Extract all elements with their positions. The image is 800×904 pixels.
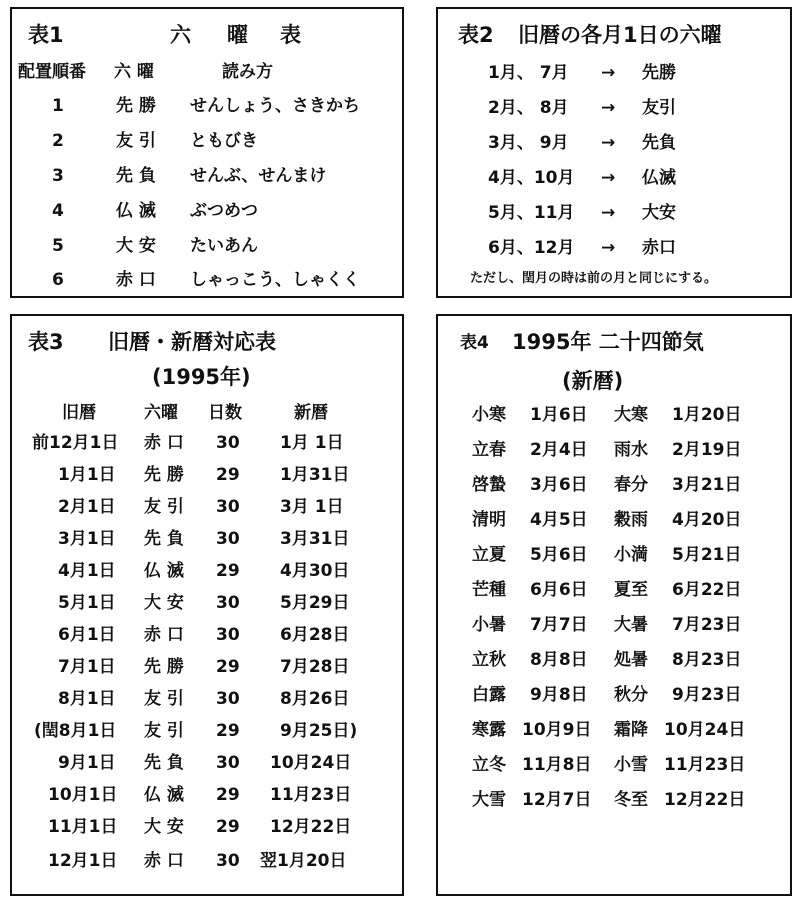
table2-row-name: 友引	[642, 98, 676, 118]
table1-title-char: 曜	[227, 23, 248, 47]
table3-row-new: 8月26日	[280, 689, 350, 709]
table4-term: 立夏	[472, 545, 506, 565]
table3-row-old: 8月1日	[58, 689, 116, 709]
arrow-icon: →	[601, 168, 616, 188]
table3-row-days: 29	[216, 561, 240, 581]
table3-row-new: 10月24日	[270, 753, 352, 773]
table4-term: 秋分	[614, 685, 648, 705]
table3-row-rokuyo: 仏 滅	[144, 785, 184, 805]
table3-row-new: 1月 1日	[280, 433, 344, 453]
table2-row-months: 4月、10月	[488, 168, 575, 188]
table4-term: 啓蟄	[472, 475, 506, 495]
table4-date: 8月23日	[672, 650, 742, 670]
table2-row-name: 先勝	[642, 63, 676, 83]
table4-date: 10月9日	[522, 720, 592, 740]
table3-header-old: 旧暦	[62, 403, 96, 423]
table3-row-rokuyo: 先 勝	[144, 657, 184, 677]
table1-row-num: 1	[52, 96, 64, 116]
arrow-icon: →	[601, 63, 616, 83]
table4-title: 1995年 二十四節気	[512, 330, 704, 354]
table3-row-days: 30	[216, 851, 240, 871]
table3-row-new: 4月30日	[280, 561, 350, 581]
table3-title: 旧暦・新暦対応表	[108, 330, 276, 354]
table3-row-days: 30	[216, 593, 240, 613]
table4-label: 表4	[460, 333, 489, 353]
table3-row-days: 30	[216, 689, 240, 709]
table4-term: 芒種	[472, 580, 506, 600]
table3-row-old: 10月1日	[48, 785, 118, 805]
table4-date: 2月19日	[672, 440, 742, 460]
table3-row-days: 29	[216, 817, 240, 837]
table3-row-days: 30	[216, 433, 240, 453]
table4-date: 8月8日	[530, 650, 588, 670]
table4-term: 夏至	[614, 580, 648, 600]
table3-row-new: 12月22日	[270, 817, 352, 837]
table4-date: 4月20日	[672, 510, 742, 530]
table4-term: 寒露	[472, 720, 506, 740]
table4-date: 7月7日	[530, 615, 588, 635]
table2-row-name: 赤口	[642, 238, 676, 258]
table4-term: 大暑	[614, 615, 648, 635]
table4-box	[436, 314, 792, 896]
table3-row-new: 9月25日)	[280, 721, 358, 741]
table3-row-new: 5月29日	[280, 593, 350, 613]
table4-term: 大雪	[472, 790, 506, 810]
table3-row-new: 3月 1日	[280, 497, 344, 517]
table1-title-char: 六	[170, 23, 191, 47]
table1-row-num: 2	[52, 131, 64, 151]
table4-term: 小満	[614, 545, 648, 565]
table2-note: ただし、閏月の時は前の月と同じにする。	[470, 271, 718, 286]
table3-row-new: 翌1月20日	[260, 851, 347, 871]
table4-date: 6月6日	[530, 580, 588, 600]
table3-row-new: 11月23日	[270, 785, 352, 805]
table4-term: 白露	[472, 685, 506, 705]
table4-date: 5月21日	[672, 545, 742, 565]
table4-term: 春分	[614, 475, 648, 495]
table1-header-rokuyo: 六 曜	[114, 62, 154, 82]
table3-row-rokuyo: 赤 口	[144, 433, 184, 453]
table1-row-num: 5	[52, 236, 64, 256]
table4-date: 3月6日	[530, 475, 588, 495]
table1-label: 表1	[28, 23, 64, 47]
table4-term: 雨水	[614, 440, 648, 460]
table4-term: 霜降	[614, 720, 648, 740]
table1-row-reading: ともびき	[190, 131, 258, 151]
table3-row-new: 6月28日	[280, 625, 350, 645]
table4-date: 4月5日	[530, 510, 588, 530]
table3-row-rokuyo: 友 引	[144, 497, 184, 517]
table4-date: 2月4日	[530, 440, 588, 460]
table3-row-days: 30	[216, 625, 240, 645]
table1-header-order: 配置順番	[18, 62, 86, 82]
table4-term: 小暑	[472, 615, 506, 635]
table3-row-days: 29	[216, 721, 240, 741]
arrow-icon: →	[601, 203, 616, 223]
table3-row-old: 12月1日	[48, 851, 118, 871]
table3-box	[10, 314, 404, 896]
table2-row-name: 仏滅	[642, 168, 676, 188]
table2-label: 表2	[458, 23, 494, 47]
table4-date: 1月20日	[672, 405, 742, 425]
table3-row-days: 30	[216, 753, 240, 773]
table1-row-reading: ぶつめつ	[190, 201, 258, 221]
arrow-icon: →	[601, 238, 616, 258]
table1-title-char: 表	[280, 23, 301, 47]
table4-term: 立冬	[472, 755, 506, 775]
table1-row-reading: せんぶ、せんまけ	[190, 166, 327, 186]
table2-box	[436, 7, 792, 298]
table3-row-old: 7月1日	[58, 657, 116, 677]
table4-term: 冬至	[614, 790, 648, 810]
table3-row-rokuyo: 大 安	[144, 593, 184, 613]
table4-term: 大寒	[614, 405, 648, 425]
table1-row-name: 友 引	[116, 131, 156, 151]
table3-row-old: 3月1日	[58, 529, 116, 549]
table4-date: 3月21日	[672, 475, 742, 495]
table1-row-reading: せんしょう、さきかち	[190, 96, 360, 116]
table4-term: 清明	[472, 510, 506, 530]
table3-row-rokuyo: 大 安	[144, 817, 184, 837]
table3-row-new: 1月31日	[280, 465, 350, 485]
table2-row-months: 6月、12月	[488, 238, 575, 258]
table4-subtitle: (新暦)	[562, 369, 624, 393]
table1-row-reading: しゃっこう、しゃくく	[190, 270, 360, 290]
table3-header-days: 日数	[208, 403, 242, 423]
table1-box	[10, 7, 404, 298]
table1-row-name: 仏 滅	[116, 201, 156, 221]
table3-row-days: 29	[216, 785, 240, 805]
table2-title: 旧暦の各月1日の六曜	[518, 23, 722, 47]
table3-row-rokuyo: 友 引	[144, 689, 184, 709]
arrow-icon: →	[601, 133, 616, 153]
table4-date: 5月6日	[530, 545, 588, 565]
table4-date: 10月24日	[664, 720, 746, 740]
table4-date: 11月23日	[664, 755, 746, 775]
table1-header-reading: 読み方	[222, 62, 273, 82]
table1-row-num: 6	[52, 270, 64, 290]
table1-row-num: 3	[52, 166, 64, 186]
table3-row-rokuyo: 先 負	[144, 529, 184, 549]
table4-date: 1月6日	[530, 405, 588, 425]
table4-date: 12月22日	[664, 790, 746, 810]
table2-row-months: 5月、11月	[488, 203, 575, 223]
table3-row-old: (閏8月1日	[34, 721, 117, 741]
table3-row-old: 11月1日	[48, 817, 118, 837]
table3-row-old: 5月1日	[58, 593, 116, 613]
table2-row-name: 大安	[642, 203, 676, 223]
table4-term: 穀雨	[614, 510, 648, 530]
table4-date: 9月23日	[672, 685, 742, 705]
table3-row-rokuyo: 先 勝	[144, 465, 184, 485]
table4-term: 処暑	[614, 650, 648, 670]
table3-row-days: 29	[216, 657, 240, 677]
table2-row-months: 1月、 7月	[488, 63, 569, 83]
table3-row-days: 30	[216, 497, 240, 517]
table3-row-new: 3月31日	[280, 529, 350, 549]
table4-term: 立秋	[472, 650, 506, 670]
table3-row-days: 30	[216, 529, 240, 549]
table4-term: 小寒	[472, 405, 506, 425]
table1-row-name: 赤 口	[116, 270, 156, 290]
table3-row-rokuyo: 赤 口	[144, 851, 184, 871]
table2-row-months: 3月、 9月	[488, 133, 569, 153]
table3-label: 表3	[28, 330, 64, 354]
table1-row-name: 先 負	[116, 166, 156, 186]
table4-term: 立春	[472, 440, 506, 460]
table4-term: 小雪	[614, 755, 648, 775]
table3-row-old: 前12月1日	[32, 433, 119, 453]
table3-row-old: 9月1日	[58, 753, 116, 773]
table2-row-months: 2月、 8月	[488, 98, 569, 118]
table2-row-name: 先負	[642, 133, 676, 153]
table4-date: 12月7日	[522, 790, 592, 810]
table3-row-old: 1月1日	[58, 465, 116, 485]
table1-row-name: 大 安	[116, 236, 156, 256]
table4-date: 7月23日	[672, 615, 742, 635]
table3-row-rokuyo: 先 負	[144, 753, 184, 773]
table3-header-new: 新暦	[294, 403, 328, 423]
table3-row-new: 7月28日	[280, 657, 350, 677]
table4-date: 11月8日	[522, 755, 592, 775]
arrow-icon: →	[601, 98, 616, 118]
table1-row-num: 4	[52, 201, 64, 221]
table3-row-rokuyo: 仏 滅	[144, 561, 184, 581]
table3-row-days: 29	[216, 465, 240, 485]
table3-row-old: 4月1日	[58, 561, 116, 581]
table3-row-old: 6月1日	[58, 625, 116, 645]
table3-year: (1995年)	[152, 365, 251, 389]
table3-header-rokuyo: 六曜	[144, 403, 178, 423]
table4-date: 6月22日	[672, 580, 742, 600]
table1-row-name: 先 勝	[116, 96, 156, 116]
table3-row-rokuyo: 友 引	[144, 721, 184, 741]
table4-date: 9月8日	[530, 685, 588, 705]
table3-row-rokuyo: 赤 口	[144, 625, 184, 645]
table1-row-reading: たいあん	[190, 236, 258, 256]
table3-row-old: 2月1日	[58, 497, 116, 517]
